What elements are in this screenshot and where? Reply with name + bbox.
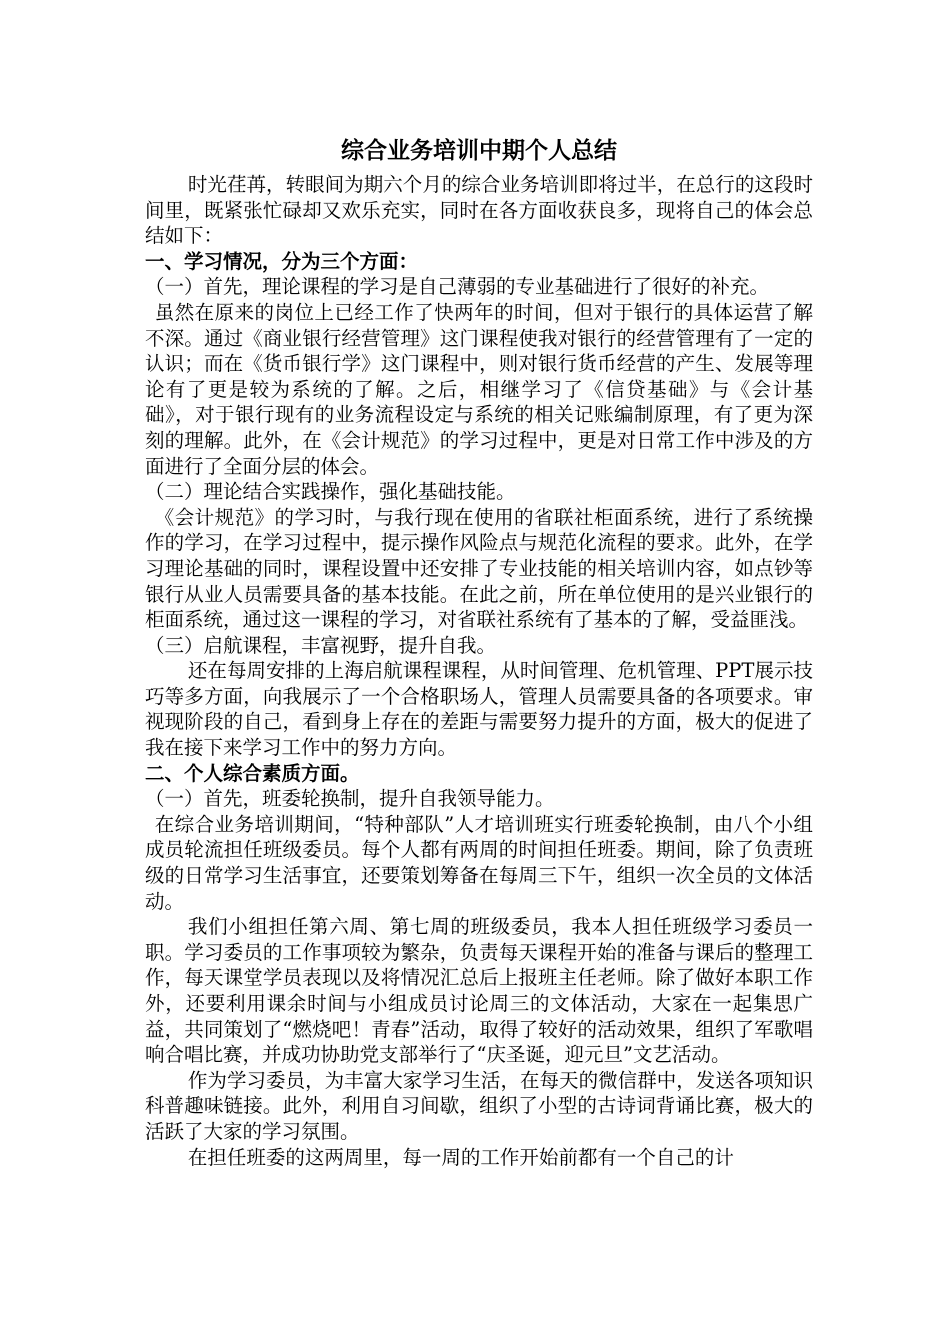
subheading-qihang: （三）启航课程，丰富视野，提升自我。: [145, 633, 497, 657]
paragraph-theory: 虽然在原来的岗位上已经工作了快两年的时间，但对于银行的具体运营了解不深。通过《商业银行经营管理》这门课程使我对银行的经营管理有了一定的认识；而在《货币银行学》这门课程中，则对银行货币经营的产生、发展等理论有了更是较为系统的了解。之后，相继学习了《信贷基础》与《会计基础》，对于银行现有的业务流程设定与系统的相关记账编制原理，有了更为深刻的理解。此外，在《会计规范》的学习过程中，更是对日常工作中涉及的方面进行了全面分层的体会。: [145, 300, 813, 478]
paragraph-intro: 时光荏苒，转眼间为期六个月的综合业务培训即将过半，在总行的这段时间里，既紧张忙碌却又欢乐充实，同时在各方面收获良多，现将自己的体会总结如下：: [145, 173, 813, 248]
section-heading-study: 一、学习情况，分为三个方面：: [145, 249, 419, 273]
paragraph-wechat: 作为学习委员，为丰富大家学习生活，在每天的微信群中，发送各项知识科普趣味链接。此外，利用自习间歇，组织了小型的古诗词背诵比赛，极大的活跃了大家的学习氛围。: [145, 1068, 813, 1143]
subheading-theory: （一）首先，理论课程的学习是自己薄弱的专业基础进行了很好的补充。: [145, 275, 770, 299]
paragraph-study-committee: 我们小组担任第六周、第七周的班级委员，我本人担任班级学习委员一职。学习委员的工作事项较为繁杂，负责每天课程开始的准备与课后的整理工作，每天课堂学员表现以及将情况汇总后上报班主任老师。除了做好本职工作外，还要利用课余时间与小组成员讨论周三的文体活动，大家在一起集思广益，共同策划了“燃烧吧！青春”活动，取得了较好的活动效果，组织了军歌唱响合唱比赛，并成功协助党支部举行了“庆圣诞，迎元旦”文艺活动。: [145, 915, 813, 1067]
subheading-committee: （一）首先，班委轮换制，提升自我领导能力。: [145, 787, 555, 811]
paragraph-plan: 在担任班委的这两周里，每一周的工作开始前都有一个自己的计: [187, 1145, 734, 1169]
paragraph-practice: 《会计规范》的学习时，与我行现在使用的省联社柜面系统，进行了系统操作的学习，在学习过程中，提示操作风险点与规范化流程的要求。此外，在学习理论基础的同时，课程设置中还安排了专业技能的相关培训内容，如点钞等银行从业人员需要具备的基本技能。在此之前，所在单位使用的是兴业银行的柜面系统，通过这一课程的学习，对省联社系统有了基本的了解，受益匪浅。: [145, 505, 813, 632]
paragraph-committee: 在综合业务培训期间，“特种部队”人才培训班实行班委轮换制，由八个小组成员轮流担任班级委员。每个人都有两周的时间担任班委。期间，除了负责班级的日常学习生活事宜，还要策划筹备在每周三下午，组织一次全员的文体活动。: [145, 812, 813, 913]
paragraph-qihang: 还在每周安排的上海启航课程课程，从时间管理、危机管理、PPT展示技巧等多方面，向我展示了一个合格职场人，管理人员需要具备的各项要求。审视现阶段的自己，看到身上存在的差距与需要努力提升的方面，极大的促进了我在接下来学习工作中的努力方向。: [145, 659, 813, 760]
document-page: [145, 132, 813, 1170]
subheading-practice: （二）理论结合实践操作，强化基础技能。: [145, 480, 516, 504]
section-heading-quality: 二、个人综合素质方面。: [145, 761, 360, 785]
document-title: 综合业务培训中期个人总结: [341, 137, 617, 164]
